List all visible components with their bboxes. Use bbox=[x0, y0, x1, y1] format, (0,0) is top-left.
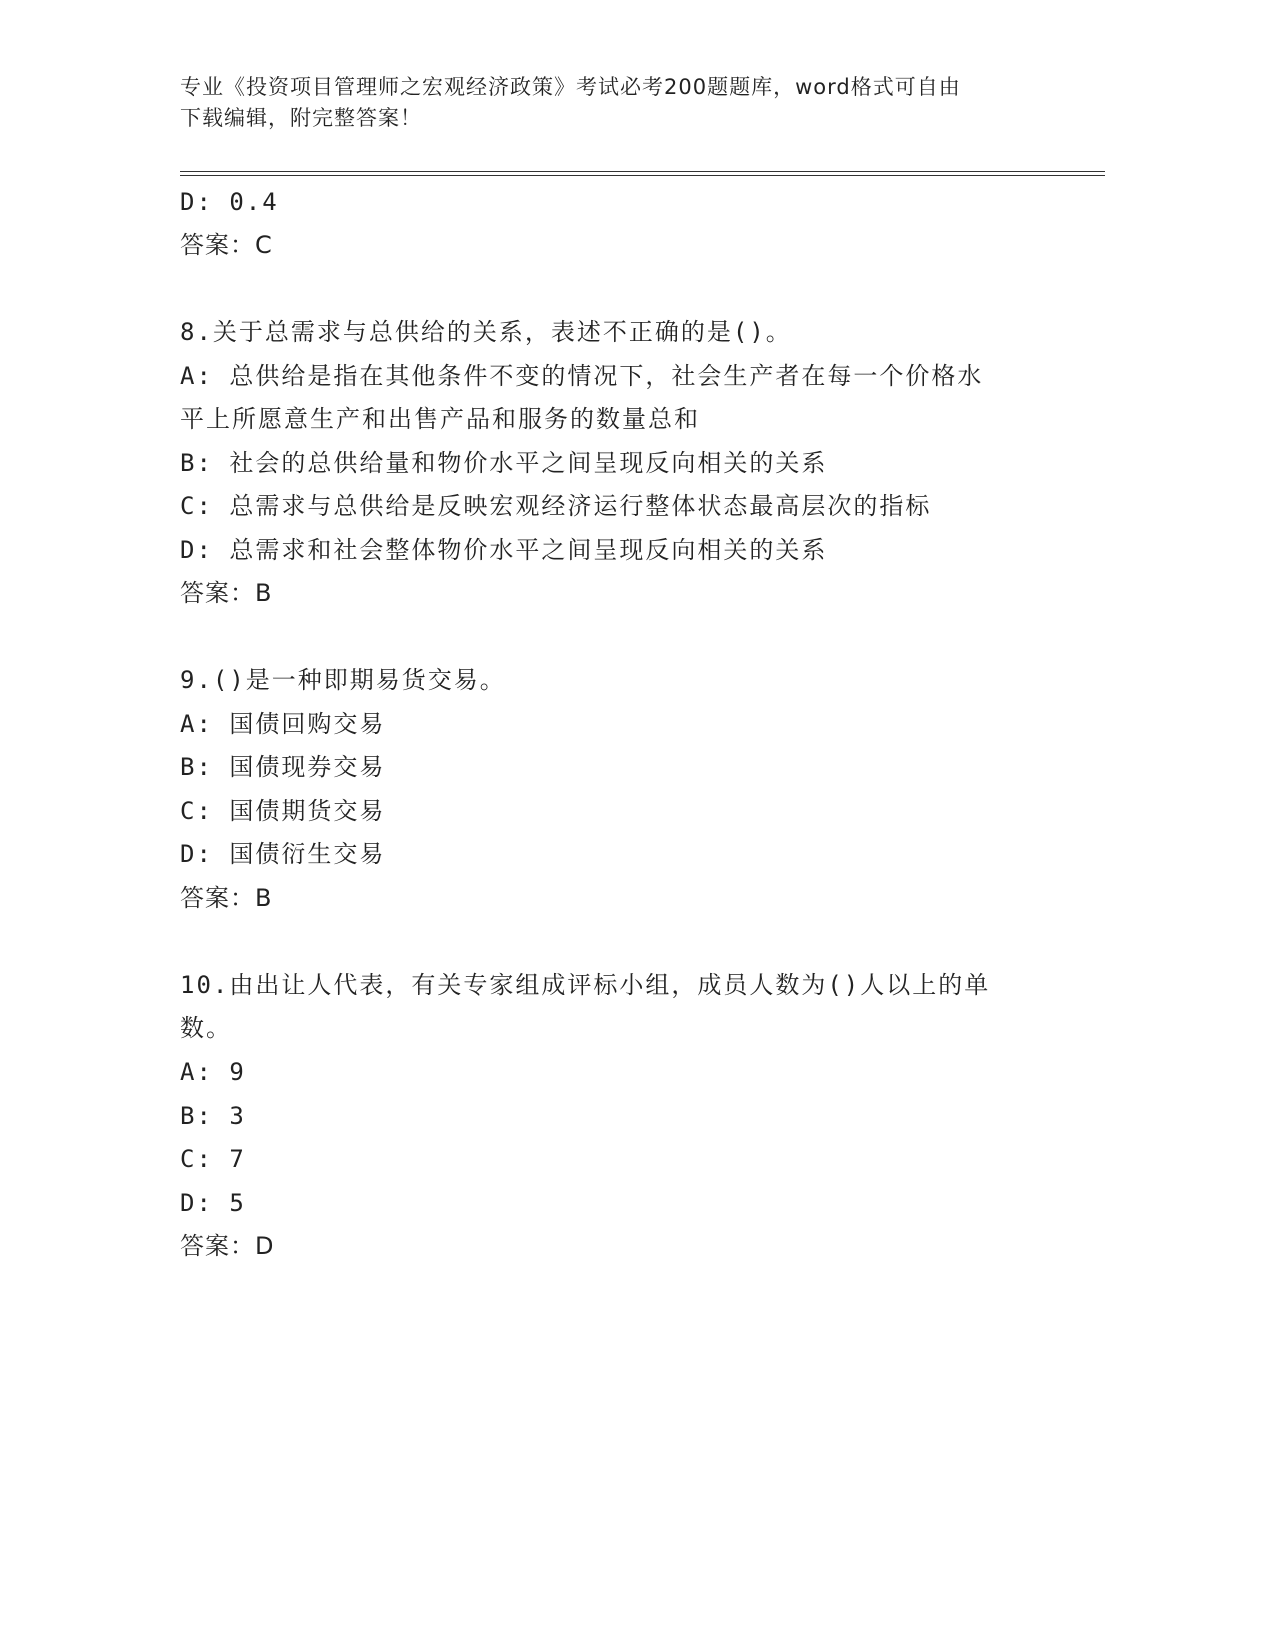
q8-option-a-line-2: 平上所愿意生产和出售产品和服务的数量总和 bbox=[180, 405, 700, 433]
q8-option-b: B: 社会的总供给量和物价水平之间呈现反向相关的关系 bbox=[180, 449, 828, 477]
q8-option-c: C: 总需求与总供给是反映宏观经济运行整体状态最高层次的指标 bbox=[180, 492, 932, 520]
header-line-2: 下载编辑，附完整答案！ bbox=[180, 106, 422, 130]
q8-stem: 8.关于总需求与总供给的关系，表述不正确的是()。 bbox=[180, 318, 792, 346]
document-header bbox=[180, 72, 1040, 134]
q10-stem-line-1: 10.由出让人代表，有关专家组成评标小组，成员人数为()人以上的单 bbox=[180, 971, 991, 999]
q10-stem-line-2: 数。 bbox=[180, 1014, 232, 1042]
q9-option-b: B: 国债现券交易 bbox=[180, 753, 386, 781]
q9-option-d: D: 国债衍生交易 bbox=[180, 840, 386, 868]
q9-option-c: C: 国债期货交易 bbox=[180, 797, 386, 825]
q10-option-a: A: 9 bbox=[180, 1058, 246, 1086]
q9-stem: 9.()是一种即期易货交易。 bbox=[180, 666, 506, 694]
prev-answer: 答案：C bbox=[180, 231, 273, 259]
q8-option-d: D: 总需求和社会整体物价水平之间呈现反向相关的关系 bbox=[180, 536, 828, 564]
q10-option-b: B: 3 bbox=[180, 1102, 246, 1130]
header-divider-bottom bbox=[180, 175, 1105, 176]
q10-answer: 答案：D bbox=[180, 1232, 275, 1260]
header-line-1: 专业《投资项目管理师之宏观经济政策》考试必考200题题库，word格式可自由 bbox=[180, 75, 961, 99]
q9-option-a: A: 国债回购交易 bbox=[180, 710, 386, 738]
header-divider-top bbox=[180, 171, 1105, 172]
q9-answer: 答案：B bbox=[180, 884, 273, 912]
prev-option-d: D: 0.4 bbox=[180, 188, 279, 216]
q10-option-c: C: 7 bbox=[180, 1145, 246, 1173]
q8-answer: 答案：B bbox=[180, 579, 273, 607]
q10-option-d: D: 5 bbox=[180, 1189, 246, 1217]
q8-option-a-line-1: A: 总供给是指在其他条件不变的情况下，社会生产者在每一个价格水 bbox=[180, 362, 984, 390]
